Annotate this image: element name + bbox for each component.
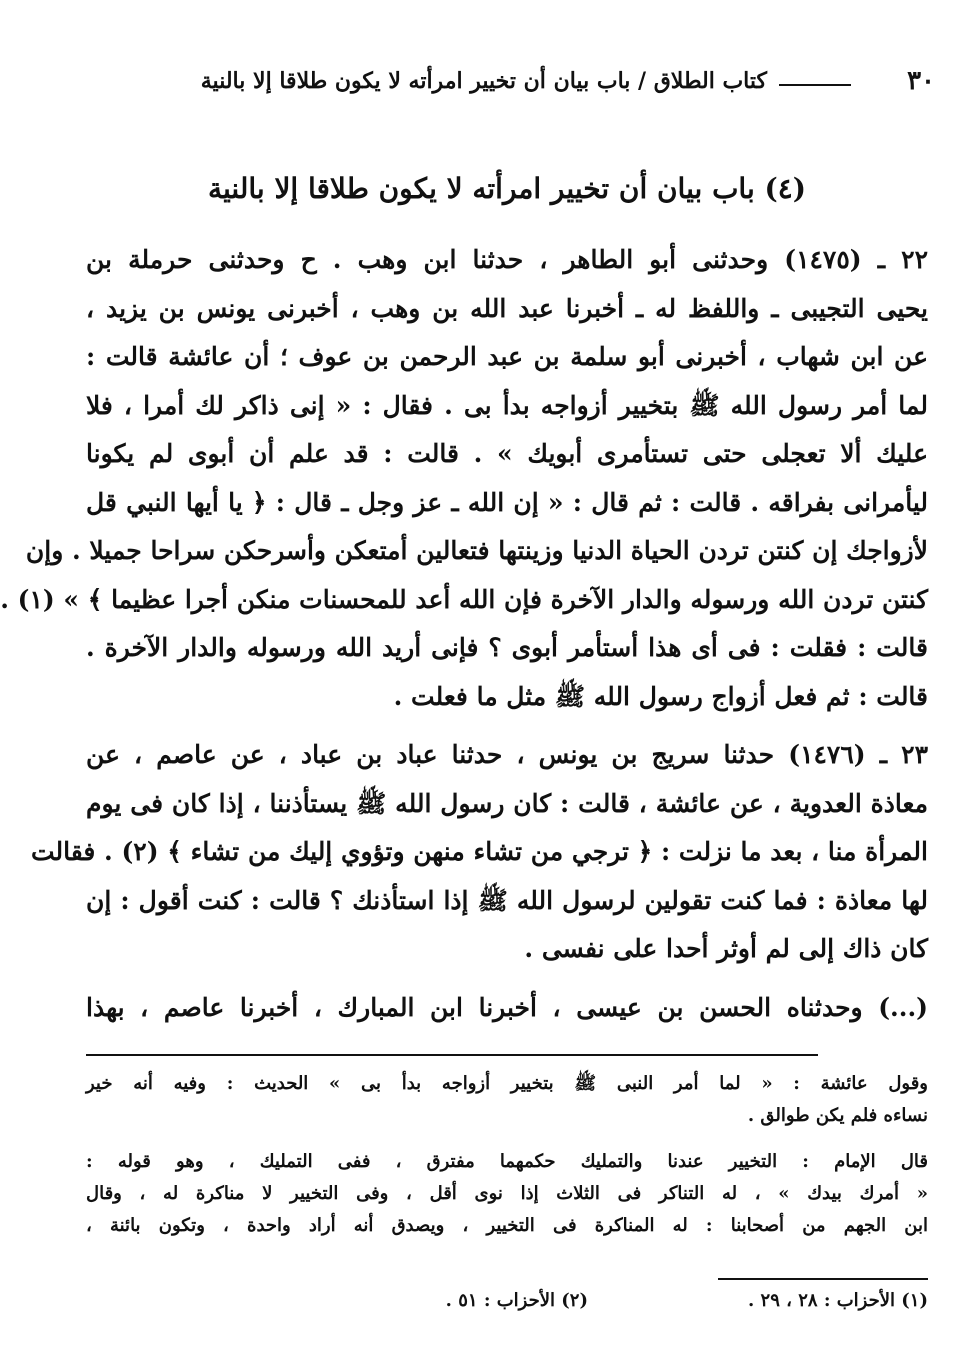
commentary-text [86, 1068, 928, 1242]
header-rule [779, 84, 851, 86]
running-title: كتاب الطلاق / باب بيان أن تخيير امرأته لا يكون طلاقا إلا بالنية [200, 68, 767, 94]
footnote-ref: (٢) الأحزاب : ٥١ . [445, 1290, 588, 1311]
page-number: ٣٠ [907, 66, 935, 96]
footnote-ref: (١) الأحزاب : ٢٨ ، ٢٩ . [747, 1290, 928, 1311]
hadith-line: ليأمرانى بفراقه . قالت : ثم قال : « إن الله ـ عز وجل ـ قال : ﴿ يا أيها النبي قل [86, 487, 928, 517]
hadith-line: ٢٢ ـ (١٤٧٥) وحدثنى أبو الطاهر ، حدثنا ابن وهب . ح وحدثنى حرملة بن [86, 245, 928, 274]
commentary-divider [86, 1054, 818, 1056]
hadith-line: (...) وحدثناه الحسن بن عيسى ، أخبرنا ابن المبارك ، أخبرنا عاصم ، بهذا [86, 992, 928, 1022]
commentary-line: قال الإمام : التخيير عندنا والتمليك حكمهما مفترق ، ففى التمليك ، وهو قوله : [86, 1151, 928, 1172]
hadith-line: كنتن تردن الله ورسوله والدار الآخرة فإن الله أعد للمحسنات منكن أجرا عظيما ﴾ » (١) . [0, 584, 928, 614]
commentary-line: وقول عائشة : « لما أمر النبى ﷺ بتخيير أزواجه بدأ بى » الحديث : وفيه أنه خير [86, 1073, 928, 1094]
hadith-line: لأزواجك إن كنتن تردن الحياة الدنيا وزينتها فتعالين أمتعكن وأسرحكن سراحا جميلا . وإن [25, 536, 928, 565]
footnote-divider [718, 1278, 928, 1280]
commentary-line: نساءه فلم يكن طوالق . [747, 1105, 928, 1126]
hadith-line: المرأة منا ، بعد ما نزلت : ﴿ ترجي من تشاء منهن وتؤوي إليك من تشاء ﴾ (٢) . فقالت [30, 837, 928, 866]
hadith-line: عن ابن شهاب ، أخبرنى أبو سلمة بن عبد الرحمن بن عوف ؛ أن عائشة قالت : [86, 342, 928, 371]
hadith-line: معاذة العدوية ، عن عائشة ، قالت : كان رسول الله ﷺ يستأذننا ، إذا كان فى يوم [86, 788, 928, 818]
hadith-line: عليك ألا تعجلى حتى تستأمرى أبويك » . قالت : قد علم أن أبوى لم يكونا [86, 439, 928, 468]
hadith-line: قالت : ثم فعل أزواج رسول الله ﷺ مثل ما فعلت . [393, 681, 928, 711]
hadith-line: قالت : فقلت : فى أى هذا أستأمر أبوى ؟ فإنى أريد الله ورسوله والدار الآخرة . [86, 633, 928, 662]
hadith-line: يحيى التجيبى ـ واللفظ له ـ أخبرنا عبد الله بن وهب ، أخبرنى يونس بن يزيد ، [86, 293, 928, 323]
footnote-references [86, 1290, 928, 1320]
hadith-line: ٢٣ ـ (١٤٧٦) حدثنا سريج بن يونس ، حدثنا عباد بن عباد ، عن عاصم ، عن [86, 740, 929, 769]
hadith-line: لما أمر رسول الله ﷺ بتخيير أزواجه بدأ بى . فقال : « إنى ذاكر لك أمرا ، فلا [86, 390, 928, 420]
chapter-title: (٤) باب بيان أن تخيير امرأته لا يكون طلاقا إلا بالنية [207, 172, 807, 205]
hadith-line: كان ذاك إلى لم أوثر أحدا على نفسى . [524, 934, 928, 963]
running-header [76, 62, 935, 102]
commentary-line: « أمرك بيدك » ، له التناكر فى الثلاث إذا نوى أقل ، وفى التخيير لا مناكرة له ، وقال [86, 1183, 928, 1204]
commentary-line: ابن الجهم من أصحابنا : له المناكرة فى التخيير ، ويصدق أنه أراد واحدة ، وتكون بائنة ، [86, 1215, 928, 1236]
hadith-text [0, 236, 929, 1032]
hadith-line: لها معاذة : فما كنت تقولين لرسول الله ﷺ إذا استأذنك ؟ قالت : كنت أقول : إن [86, 885, 928, 915]
